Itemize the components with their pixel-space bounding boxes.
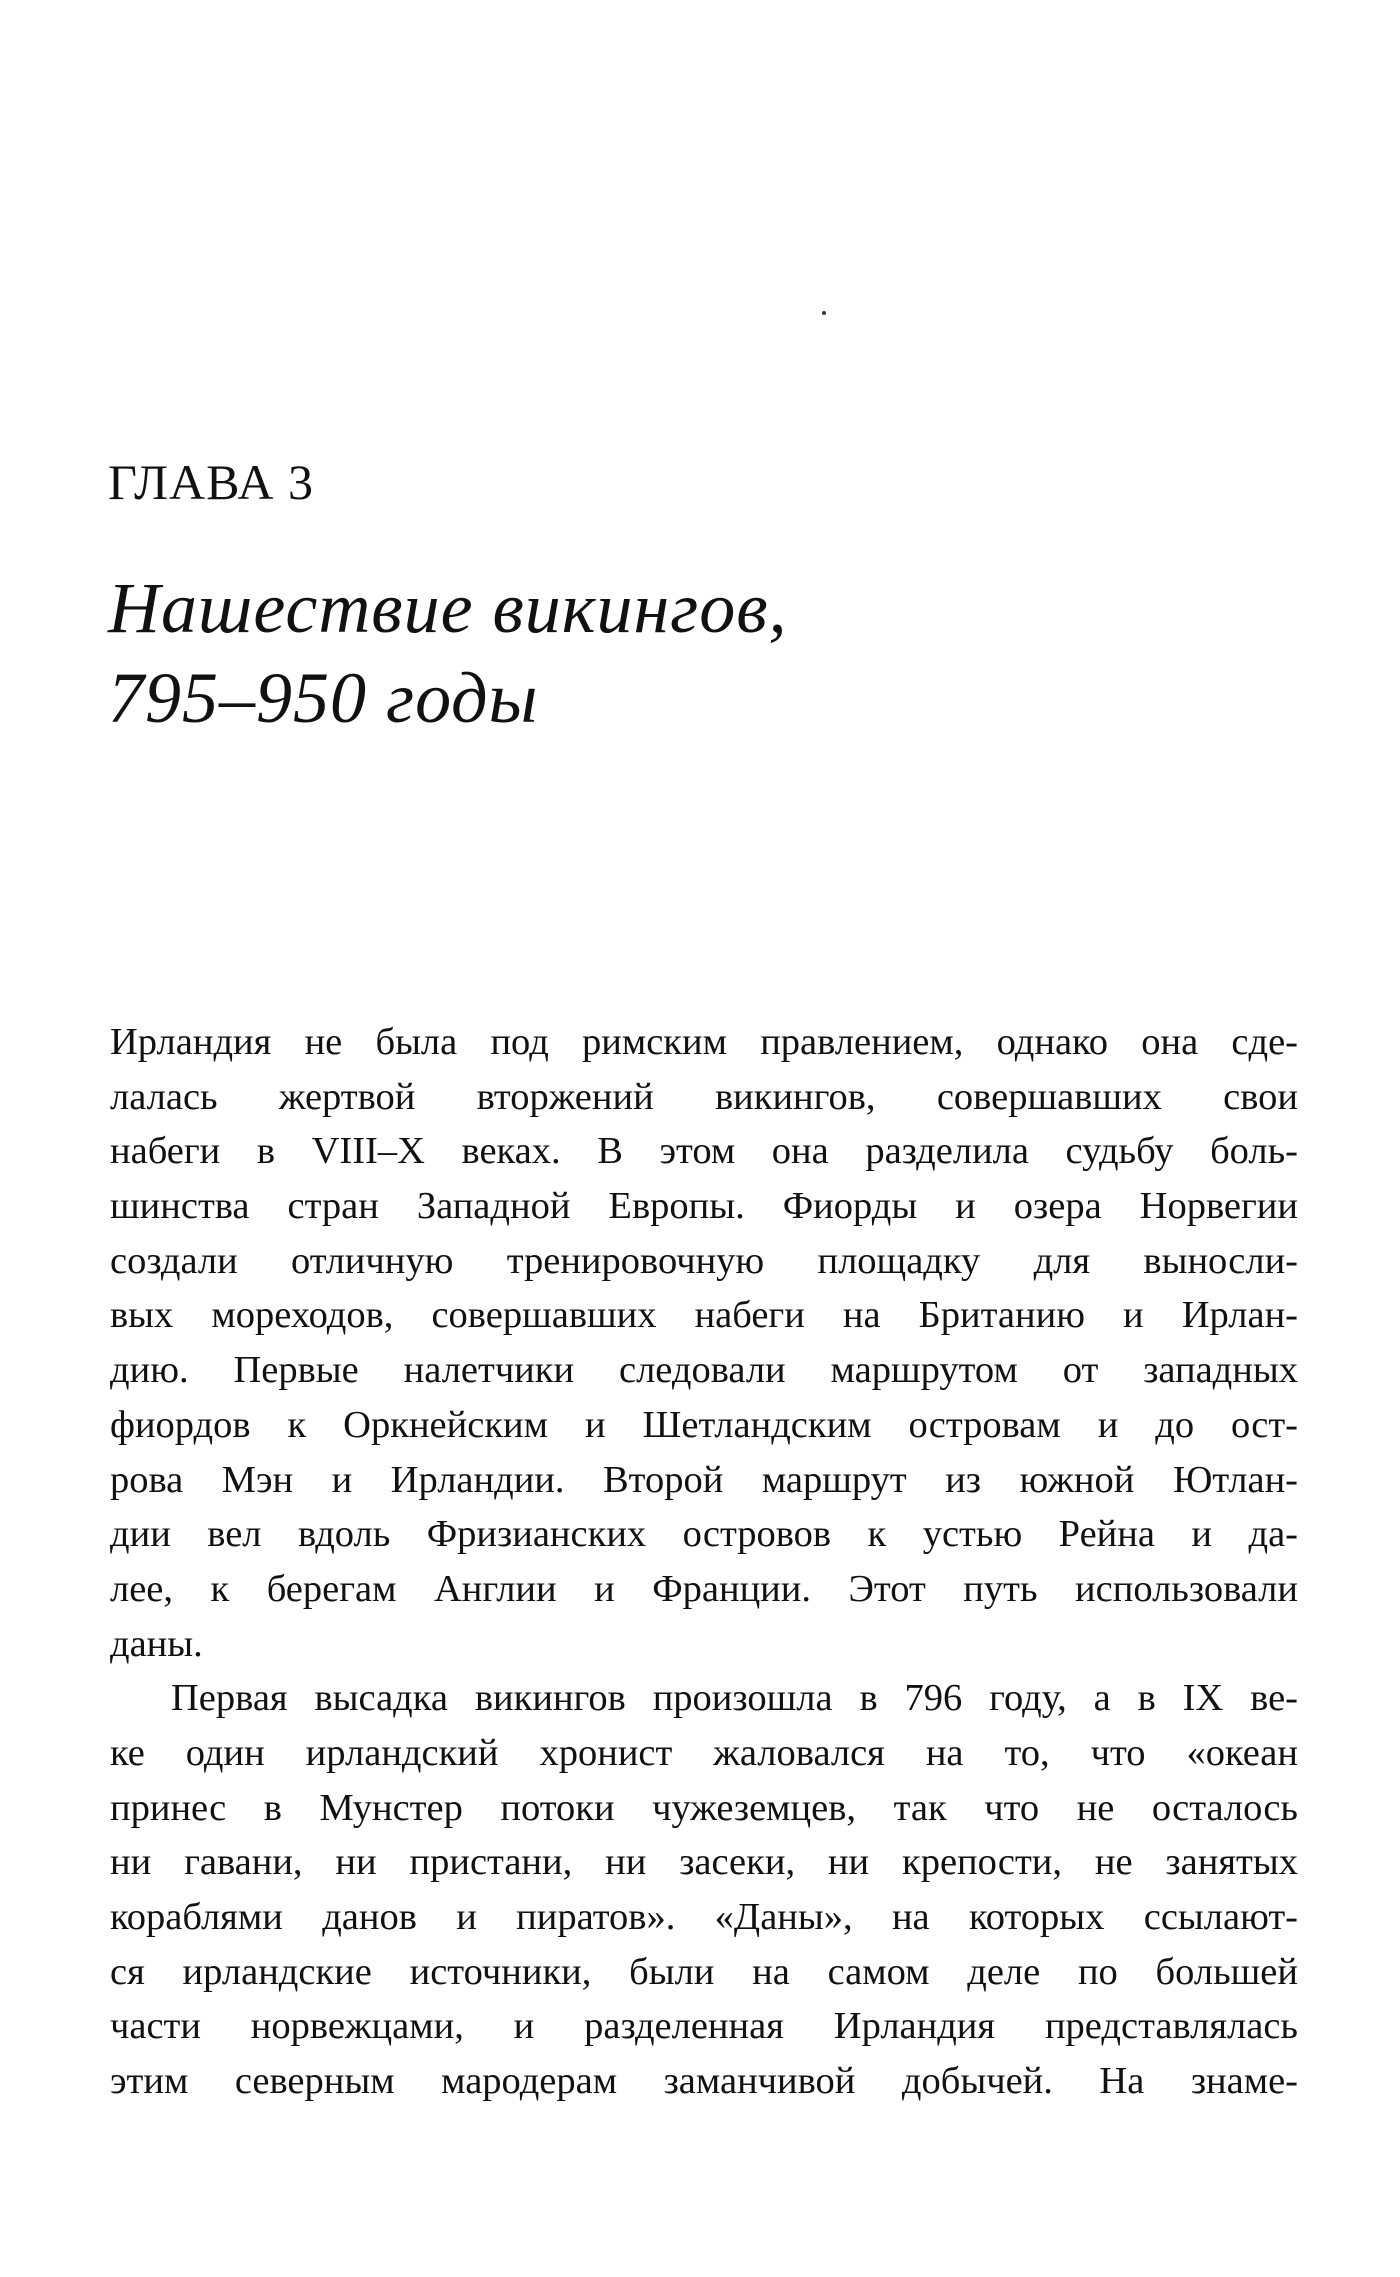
text-line: шинства стран Западной Европы. Фиорды и озера Норвегии — [110, 1185, 1298, 1228]
text-line: фиордов к Оркнейским и Шетландским островам и до ост- — [110, 1403, 1298, 1446]
text-line: набеги в VIII–X веках. В этом она разделила судьбу боль- — [110, 1130, 1298, 1173]
text-line: этим северным мародерам заманчивой добычей. На знаме- — [110, 2060, 1298, 2103]
text-line: кораблями данов и пиратов». «Даны», на которых ссылают- — [110, 1896, 1298, 1938]
chapter-title — [108, 563, 788, 743]
chapter-title-line: Нашествие викингов, — [108, 568, 788, 648]
text-line: даны. — [110, 1622, 203, 1665]
text-line: лалась жертвой вторжений викингов, совершавших свои — [110, 1075, 1298, 1118]
text-line: Первая высадка викингов произошла в 796 году, а в IX ве- — [171, 1677, 1298, 1720]
chapter-label: ГЛАВА 3 — [108, 454, 314, 510]
text-line: ни гавани, ни пристани, ни засеки, ни крепости, не занятых — [110, 1841, 1298, 1884]
text-line: дию. Первые налетчики следовали маршрутом от западных — [110, 1349, 1298, 1392]
paragraph-1 — [110, 1015, 1298, 1671]
text-line: дии вел вдоль Фризианских островов к устью Рейна и да- — [110, 1513, 1298, 1556]
paragraph-2 — [110, 1671, 1298, 2109]
text-line: ся ирландские источники, были на самом деле по большей — [110, 1950, 1298, 1993]
text-line: Ирландия не была под римским правлением, однако она сде- — [110, 1021, 1298, 1063]
text-line: создали отличную тренировочную площадку для выносли- — [110, 1239, 1298, 1282]
text-line: лее, к берегам Англии и Франции. Этот путь использовали — [110, 1567, 1298, 1610]
body-text — [110, 1015, 1298, 2109]
text-line: ке один ирландский хронист жаловался на то, что «океан — [110, 1731, 1298, 1774]
text-line: вых мореходов, совершавших набеги на Британию и Ирлан- — [110, 1294, 1298, 1337]
print-speck — [822, 311, 826, 315]
text-line: рова Мэн и Ирландии. Второй маршрут из южной Ютлан- — [110, 1458, 1298, 1501]
text-line: принес в Мунстер потоки чужеземцев, так что не осталось — [110, 1786, 1298, 1829]
chapter-title-line: 795–950 годы — [108, 658, 539, 738]
text-line: части норвежцами, и разделенная Ирландия представлялась — [110, 2005, 1298, 2048]
